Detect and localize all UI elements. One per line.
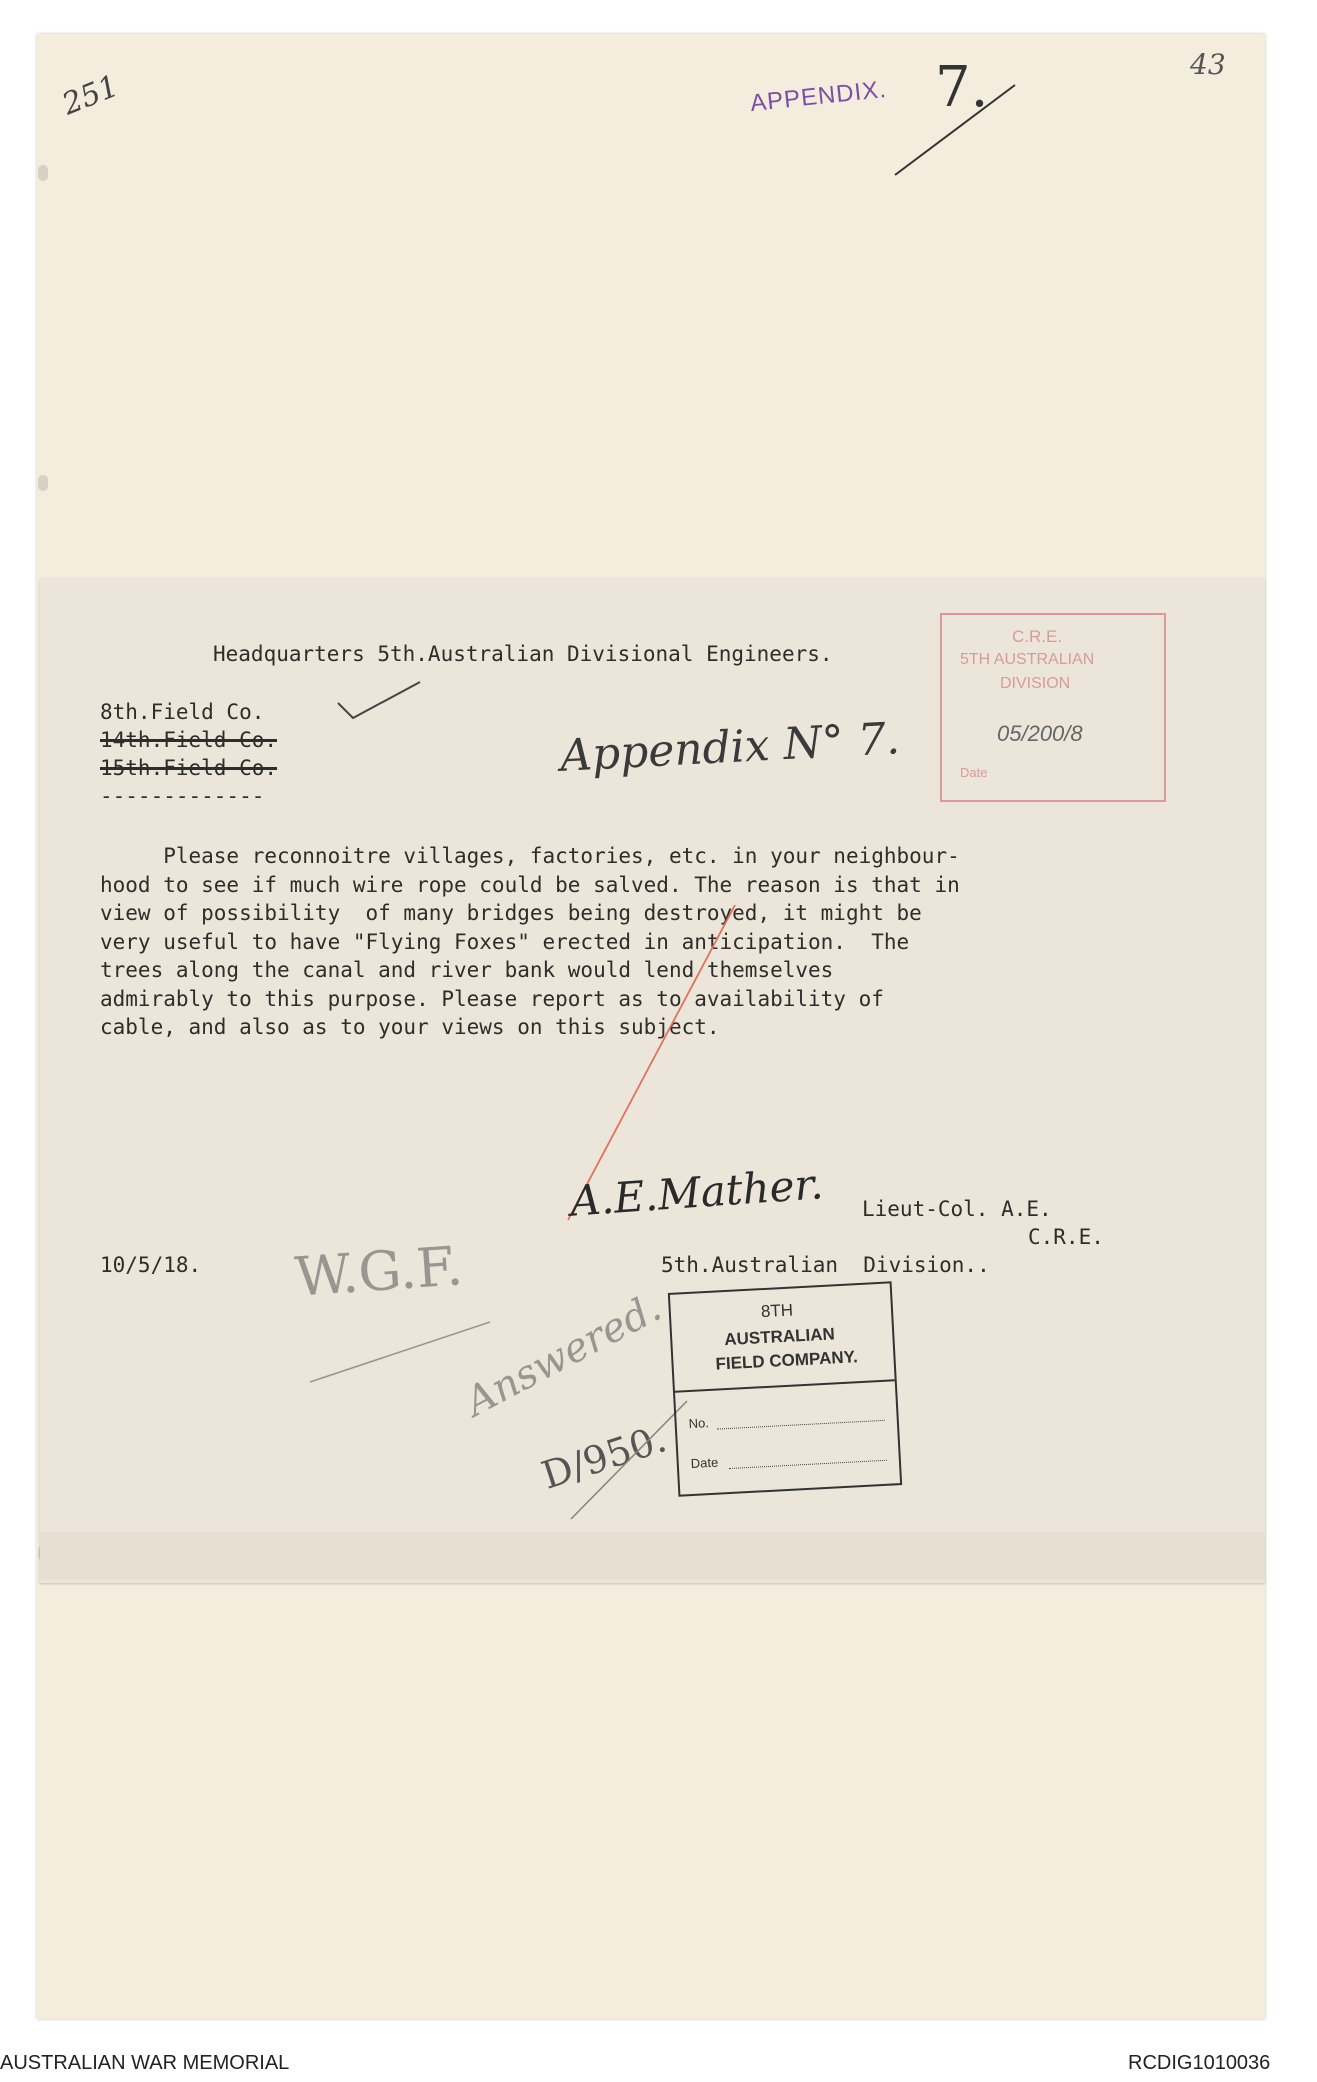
pencil-stroke <box>305 1310 495 1390</box>
appendix-stroke <box>885 75 1025 185</box>
memo-body <box>100 842 960 1042</box>
addressee-struck: 15th.Field Co. <box>100 756 278 780</box>
addressee-rule: ------------- <box>100 784 265 808</box>
punch-hole <box>38 165 48 181</box>
body-line: hood to see if much wire rope could be salved. The reason is that in <box>100 872 960 897</box>
signature: A.E.Mather. <box>568 1159 825 1226</box>
stamp-dotted-line <box>717 1420 885 1430</box>
body-line: cable, and also as to your views on this subject. <box>100 1015 720 1039</box>
company-stamp-line2: AUSTRALIAN <box>723 1324 836 1350</box>
cre-stamp-number: 05/200/8 <box>997 721 1083 746</box>
signature-division: 5th.Australian Division.. <box>661 1253 990 1277</box>
cre-stamp-line2: 5TH AUSTRALIAN <box>960 651 1095 668</box>
body-line: view of possibility of many bridges being destroyed, it might be <box>100 901 922 925</box>
appendix-stamp: APPENDIX. <box>748 75 889 118</box>
pencil-initials: W.G.F. <box>293 1234 465 1309</box>
appendix-handwritten: Appendix N° 7. <box>558 713 902 782</box>
company-stamp-line1: 8TH <box>760 1300 794 1322</box>
company-stamp-no-label: No. <box>688 1415 710 1432</box>
company-stamp <box>668 1281 902 1496</box>
body-line: Please reconnoitre villages, factories, etc. in your neighbour- <box>100 844 960 868</box>
punch-hole <box>38 475 48 491</box>
body-line: trees along the canal and river bank would lend themselves <box>100 958 834 982</box>
cre-stamp <box>940 613 1166 802</box>
footer-right: RCDIG1010036 <box>1128 2052 1271 2074</box>
page-number: 43 <box>1190 48 1226 81</box>
company-stamp-date-label: Date <box>690 1454 719 1472</box>
cre-stamp-date-label: Date <box>960 765 988 780</box>
addressee-struck: 14th.Field Co. <box>100 728 278 752</box>
memo-date: 10/5/18. <box>100 1253 202 1277</box>
body-line: very useful to have "Flying Foxes" erected in anticipation. The <box>100 929 910 954</box>
stamp-dotted-line <box>729 1460 887 1469</box>
file-reference: D/950. <box>536 1416 672 1498</box>
folio-number: 251 <box>57 68 124 123</box>
addressee-active: 8th.Field Co. <box>100 700 265 724</box>
footer-left: AUSTRALIAN WAR MEMORIAL <box>0 2052 290 2074</box>
slip-fold <box>40 1532 1265 1580</box>
appendix-mark: 7. <box>935 55 989 120</box>
check-mark <box>335 678 425 723</box>
cre-stamp-line1: C.R.E. <box>1012 627 1063 646</box>
company-stamp-line3: FIELD COMPANY. <box>715 1347 859 1374</box>
memo-header: Headquarters 5th.Australian Divisional Engineers. <box>213 642 833 666</box>
answered-note: Answered. <box>458 1284 669 1426</box>
body-line: admirably to this purpose. Please report as to availability of <box>100 986 884 1011</box>
stamp-divider <box>675 1379 895 1393</box>
signature-rank: Lieut-Col. A.E. <box>862 1197 1052 1221</box>
cre-stamp-line3: DIVISION <box>1000 675 1071 692</box>
signature-title: C.R.E. <box>1028 1225 1104 1249</box>
